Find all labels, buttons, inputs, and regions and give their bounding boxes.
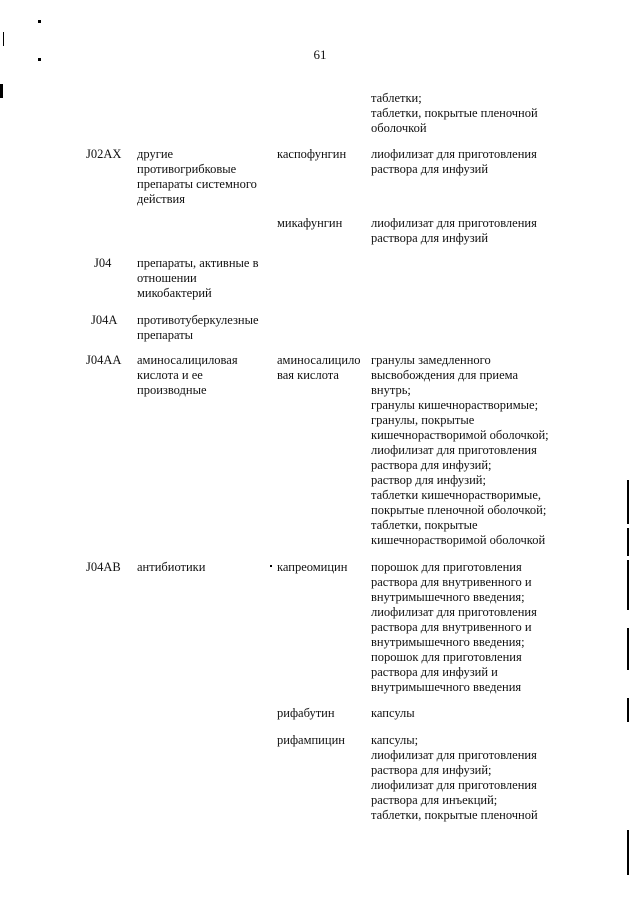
atc-code: J02AX (86, 147, 122, 161)
dosage-form-line: таблетки, покрытые пленочной (371, 808, 538, 822)
group-cell (137, 256, 269, 301)
dosage-form-line: покрытые пленочной оболочкой; (371, 503, 547, 517)
group-line: другие (137, 147, 174, 161)
dosage-form-line: гранулы кишечнорастворимые; (371, 398, 539, 412)
drug-name-cell (277, 560, 365, 575)
dosage-form-line: лиофилизат для приготовления (371, 605, 537, 619)
atc-code-cell (91, 313, 137, 328)
group-line: антибиотики (137, 560, 206, 574)
drug-name-cell (277, 353, 365, 383)
scan-mark (627, 628, 629, 670)
dosage-form-line: таблетки кишечнорастворимые, (371, 488, 541, 502)
drug-name: капреомицин (277, 560, 348, 574)
dosage-form-line: таблетки, покрытые (371, 518, 478, 532)
scan-mark (38, 20, 41, 23)
dosage-form-line: раствора для внутривенного и (371, 620, 532, 634)
group-cell (137, 560, 269, 575)
group-line: кислота и ее (137, 368, 203, 382)
group-cell (137, 147, 269, 207)
scan-mark (627, 830, 629, 875)
dosage-form-line: кишечнорастворимой оболочкой (371, 533, 546, 547)
scan-mark (3, 32, 4, 46)
dosage-forms-cell (371, 706, 571, 721)
dosage-form-line: таблетки; (371, 91, 422, 105)
group-line: действия (137, 192, 185, 206)
dosage-form-line: лиофилизат для приготовления (371, 748, 537, 762)
page-number: 61 (313, 47, 327, 62)
dosage-form-line: раствор для инфузий; (371, 473, 486, 487)
dosage-forms-cell (371, 216, 571, 246)
scan-mark (627, 480, 629, 524)
dosage-form-line: внутримышечного введения; (371, 590, 525, 604)
drug-name: рифабутин (277, 706, 335, 720)
dosage-form-line: высвобождения для приема (371, 368, 519, 382)
group-line: производные (137, 383, 207, 397)
drug-name-cell (277, 216, 365, 231)
dosage-form-line: раствора для инфузий (371, 231, 489, 245)
drug-name: рифампицин (277, 733, 345, 747)
dosage-form-line: оболочкой (371, 121, 427, 135)
dosage-form-line: капсулы (371, 706, 415, 720)
dosage-forms-cell (371, 147, 571, 177)
group-line: противогрибковые (137, 162, 237, 176)
dosage-form-line: порошок для приготовления (371, 650, 522, 664)
dosage-form-line: раствора для инъекций; (371, 793, 498, 807)
dosage-form-line: раствора для инфузий и (371, 665, 498, 679)
atc-code-cell (86, 147, 132, 162)
dosage-form-line: раствора для внутривенного и (371, 575, 532, 589)
group-cell (137, 353, 269, 398)
dosage-form-line: лиофилизат для приготовления (371, 216, 537, 230)
dosage-form-line: гранулы, покрытые (371, 413, 475, 427)
dosage-form-line: внутримышечного введения (371, 680, 522, 694)
drug-name: каспофунгин (277, 147, 347, 161)
atc-code-cell (94, 256, 140, 271)
dosage-form-line: гранулы замедленного (371, 353, 491, 367)
group-line: аминосалициловая (137, 353, 238, 367)
atc-code: J04AB (86, 560, 121, 574)
group-line: препараты системного (137, 177, 257, 191)
atc-code-cell (86, 560, 132, 575)
drug-name-cell (277, 706, 365, 721)
scan-mark (270, 565, 272, 567)
dosage-form-line: раствора для инфузий (371, 162, 489, 176)
atc-code: J04A (91, 313, 118, 327)
group-line: препараты, активные в (137, 256, 259, 270)
atc-code: J04 (94, 256, 112, 270)
group-line: микобактерий (137, 286, 212, 300)
dosage-form-line: порошок для приготовления (371, 560, 522, 574)
dosage-forms-cell (371, 91, 571, 136)
scan-mark (38, 58, 41, 61)
drug-name: вая кислота (277, 368, 339, 382)
dosage-form-line: раствора для инфузий; (371, 458, 492, 472)
drug-name: аминосалицило (277, 353, 361, 367)
dosage-form-line: внутрь; (371, 383, 411, 397)
dosage-forms-cell (371, 733, 571, 823)
dosage-form-line: раствора для инфузий; (371, 763, 492, 777)
scan-mark (627, 560, 629, 610)
group-line: противотуберкулезные (137, 313, 259, 327)
dosage-form-line: таблетки, покрытые пленочной (371, 106, 538, 120)
dosage-forms-cell (371, 353, 571, 548)
dosage-form-line: лиофилизат для приготовления (371, 147, 537, 161)
group-line: препараты (137, 328, 194, 342)
group-cell (137, 313, 269, 343)
dosage-form-line: лиофилизат для приготовления (371, 443, 537, 457)
drug-name-cell (277, 147, 365, 162)
atc-code-cell (86, 353, 132, 368)
drug-name: микафунгин (277, 216, 343, 230)
dosage-form-line: лиофилизат для приготовления (371, 778, 537, 792)
scan-mark (627, 528, 629, 556)
dosage-form-line: капсулы; (371, 733, 419, 747)
dosage-forms-cell (371, 560, 571, 695)
drug-name-cell (277, 733, 365, 748)
scan-mark (0, 84, 3, 98)
scan-mark (627, 698, 629, 722)
dosage-form-line: внутримышечного введения; (371, 635, 525, 649)
dosage-form-line: кишечнорастворимой оболочкой; (371, 428, 549, 442)
group-line: отношении (137, 271, 197, 285)
atc-code: J04AA (86, 353, 122, 367)
